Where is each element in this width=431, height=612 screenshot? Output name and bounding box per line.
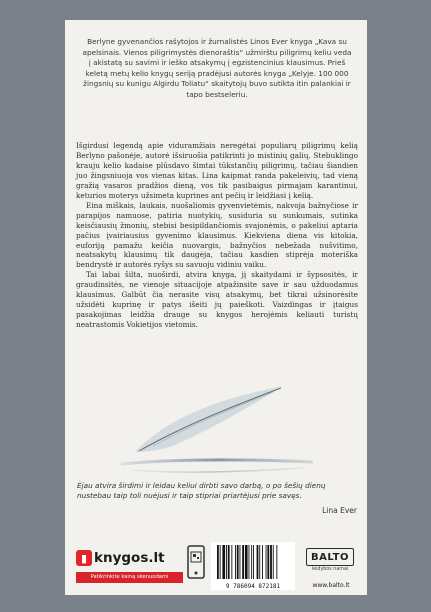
intro-blurb: Berlyne gyvenančios rašytojos ir žurnalistės Linos Ever knyga „Kava su apelsinais. Vienos piligrimystės dienoraštis“ užmirštu piligrimų keliu veda į akistatą su savimi ir ieško atsakymų į egzistencinius klausimus. Prieš keletą metų kelio knygų seriją pradėjusi autorės knyga „Kelyje. 100 000 žingsnių su kunigu Algirdu Toliatu“ skaitytojų buvo sutikta itin palankiai ir tapo bestseleriu. xyxy=(82,37,352,99)
quote-author: Lina Ever xyxy=(322,506,357,515)
isbn-number: 9 786094 872181 xyxy=(211,583,295,590)
isbn-barcode xyxy=(211,542,295,590)
paragraph-3: Tai labai šilta, nuoširdi, atvira knyga, jį skaitydami ir šypsositės, ir graudinsitės, ne vienoje situacijoje atpažinsite save ir sau užduodamus klausimus. Galbūt čia nerasite visų atsakymų, bet tikrai užsinorėsite užsidėti kuprinę ir patys išeiti jų paieškoti. Vaizdingas ir įtaigus pasakojimas leidžia drauge su knygos herojėmis keliauti turistų neatrastomis Vokietijos vietomis. xyxy=(76,270,358,330)
paragraph-2: Eina miškais, laukais, nuošaliomis gyvenvietėmis, nakvoja bažnyčiose ir parapijos namuose, patiria nuotykių, susiduria su sunkumais, sutinka keisčiausių žmonių, stebisi besipildančiomis svajonėmis, o pakeliui aptaria pačius įvairiausius gyvenimo klausimus. Kiekviena diena vis kitokia, euforiją pamažu keičia nuovargis, bažnyčios nebežada nušvitimo, neatsakytų klausimų tik daugėja, tačiau kasdien stiprėja moteriška bendrystė ir autorės ryšys su savuoju vidiniu vaiku. xyxy=(76,200,358,270)
knygos-logo xyxy=(76,547,180,569)
publisher-subtitle: leidybos namai xyxy=(311,567,349,572)
cover-panel xyxy=(65,20,367,595)
book-icon: ▮ xyxy=(76,550,92,566)
knygos-logo-text: knygos.lt xyxy=(94,550,165,566)
description-text xyxy=(76,141,358,330)
cover-footer xyxy=(65,538,367,595)
author-quote: Ėjau atvira širdimi ir leidau keliui dirbti savo darbą, o po šešių dienų nustebau taip toli nuėjusi ir taip stipriai priartėjusi prie savęs. xyxy=(77,481,326,500)
publisher-url: www.balto.lt xyxy=(312,582,350,589)
knygos-tagline: Patikrinkite kainą skenuodami xyxy=(76,572,183,583)
barcode-bars xyxy=(211,542,295,582)
publisher-logo: BALTO xyxy=(306,548,354,566)
phone-scan-icon xyxy=(187,545,205,579)
paragraph-1: Išgirdusi legendą apie viduramžiais neregėtai populiarų piligrimų kelią Berlyno pašonėje, autorė išsiruošia patikrinti jo mistinių galių. Stebuklingo krauju kelio kadaise plūsdavo šimtai tūkstančių piligrimų, tačiau šiandien juo žingsniuoja vos vienas kitas. Lina kaipmat randa pakeleivių, tad vieną gražią vasaros pradžios dieną, vos tik pasibaigus pirmajam karantinui, keturios moterys užsimeta kuprines ant pečių ir leidžiasi į kelią. xyxy=(76,141,358,200)
feather-illustration xyxy=(113,380,323,490)
